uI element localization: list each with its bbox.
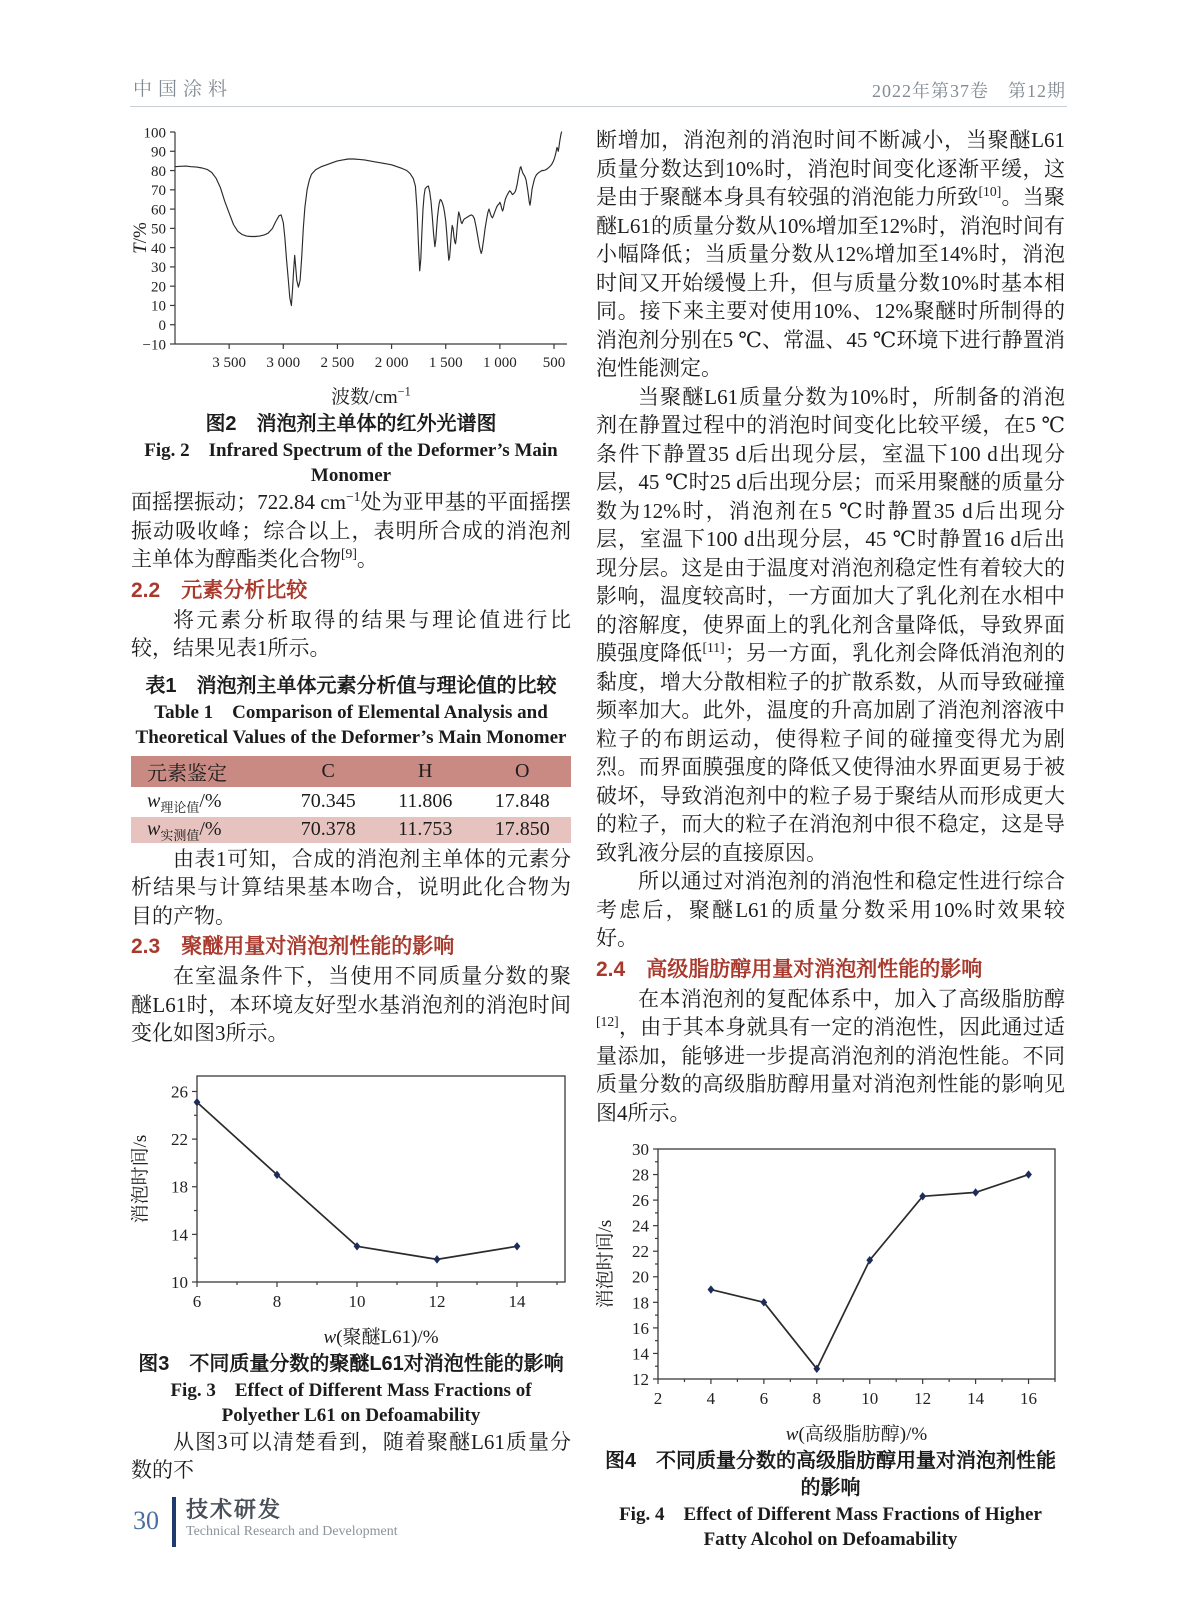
figure3-line-chart: [131, 1068, 571, 1349]
table1-title-en: Table 1 Comparison of Elemental Analysis and Theoretical Values of the Deformer’s Main Monomer: [135, 701, 567, 748]
paragraph-polyether-discussion: 断增加，消泡剂的消泡时间不断减小，当聚醚L61质量分数达到10%时，消泡时间变化逐渐平缓，这是由于聚醚本身具有较强的消泡能力所致[10]。当聚醚L61的质量分数从10%增加至12%时，消泡时间有小幅降低；当质量分数从12%增加至14%时，消泡时间又开始缓慢上升，但与质量分数10%时基本相同。接下来主要对使用10%、12%聚醚时所制得的消泡剂分别在5 ℃、常温、45 ℃环境下进行静置消泡性能测定。: [596, 128, 1066, 380]
paragraph-fatty-alcohol: 在本消泡剂的复配体系中，加入了高级脂肪醇[12]，由于其本身就具有一定的消泡性，因此通过适量添加，能够进一步提高消泡剂的消泡性能。不同质量分数的高级脂肪醇用量对消泡剂性能的影响见图4所示。: [596, 986, 1065, 1125]
svg-text:22: 22: [171, 1129, 188, 1149]
svg-text:1 500: 1 500: [428, 355, 463, 371]
svg-text:16: 16: [1020, 1389, 1038, 1408]
ir-spectrum-plot: [131, 126, 571, 387]
svg-text:90: 90: [151, 144, 166, 161]
header-divider: [130, 106, 1067, 107]
svg-text:0: 0: [158, 317, 166, 334]
svg-text:30: 30: [151, 260, 166, 277]
figure2-ir-spectrum-chart: [131, 126, 571, 409]
fig2-x-axis-label: 波数$/cm^{-1}$: [331, 384, 411, 408]
svg-text:28: 28: [632, 1165, 649, 1185]
svg-text:8: 8: [812, 1389, 822, 1408]
svg-text:12: 12: [632, 1369, 649, 1389]
svg-text:10: 10: [348, 1291, 366, 1311]
table-cell: 11.753: [377, 816, 473, 844]
svg-text:12: 12: [914, 1389, 932, 1408]
svg-text:20: 20: [151, 279, 166, 296]
svg-text:50: 50: [151, 221, 166, 238]
svg-text:70: 70: [151, 183, 166, 200]
fig3-plot: [131, 1068, 571, 1327]
svg-text:10: 10: [861, 1389, 879, 1408]
paragraph-stability: 当聚醚L61质量分数为10%时，所制备的消泡剂在静置过程中的消泡时间变化比较平缓，在5 ℃条件下静置35 d后出现分层，室温下100 d出现分层，45 ℃时25 d后出现分层；而采用聚醚的质量分数为12%时，消泡剂在5 ℃时静置35 d后出现分层，室温下100 d出现分层，45 ℃时静置16 d后出现分层。这是由于温度对消泡剂稳定性有着较大的影响，温度较高时，一方面加大了乳化剂在水相中的溶解度，使界面上的乳化剂含量降低，导致界面膜强度降低[11]；另一方面，乳化剂会降低消泡剂的黏度，增大分散相粒子的扩散系数，从而导致碰撞频率加大。此外，温度的升高加剧了消泡剂溶液中粒子的布朗运动，使得粒子间的碰撞变得尤为剧烈。而界面膜强度的降低又使得油水界面更易于被破坏，导致消泡剂中的粒子易于聚结从而形成更大的粒子，而大的粒子在消泡剂中很不稳定，这是导致乳液分层的直接原因。: [596, 384, 1066, 865]
table-cell: 17.848: [473, 788, 571, 816]
fig4-x-axis-label: w(高级脂肪醇)/%: [785, 1424, 928, 1445]
svg-text:500: 500: [542, 355, 566, 371]
svg-text:14: 14: [171, 1224, 188, 1244]
fig2-caption-cn: 图2 消泡剂主单体的红外光谱图: [205, 413, 497, 435]
svg-text:24: 24: [632, 1216, 649, 1236]
svg-text:60: 60: [151, 202, 166, 219]
svg-text:30: 30: [632, 1139, 649, 1159]
svg-text:10: 10: [171, 1272, 188, 1292]
svg-text:消泡时间/s: 消泡时间/s: [596, 1219, 616, 1309]
table-cell: 70.378: [279, 816, 377, 844]
fig3-caption-en: Fig. 3 Effect of Different Mass Fractions of Polyether L61 on Defoamability: [170, 1379, 532, 1426]
table-cell: 17.850: [473, 816, 571, 844]
svg-text:T/%: T/%: [131, 222, 151, 254]
svg-text:14: 14: [967, 1389, 985, 1408]
table-header-cell: O: [473, 756, 571, 788]
left-column: [131, 126, 571, 1485]
footer-divider-bar: [172, 1497, 176, 1547]
svg-text:8: 8: [272, 1291, 282, 1311]
figure4-line-chart: [596, 1139, 1065, 1446]
table1-title-cn: 表1 消泡剂主单体元素分析值与理论值的比较: [145, 674, 557, 697]
row-label: $w_{实测值}/\%$: [131, 816, 279, 844]
row-label: $w_{理论值}/\%$: [131, 788, 279, 816]
paragraph-continuation: 面摇摆振动；722.84 $cm^{-1}$处为亚甲基的平面摇摆振动吸收峰；综合以上，表明所合成的消泡剂主单体为醇酯类化合物[9]。: [131, 489, 572, 571]
svg-text:4: 4: [706, 1389, 716, 1408]
paragraph-elemental: 将元素分析取得的结果与理论值进行比较，结果见表1所示。: [131, 607, 571, 660]
paragraph-polyether: 在室温条件下，当使用不同质量分数的聚醚L61时，本环境友好型水基消泡剂的消泡时间变化如图3所示。: [131, 964, 571, 1045]
svg-text:3 000: 3 000: [266, 355, 301, 371]
svg-text:18: 18: [171, 1177, 188, 1197]
issue-info: 2022年第37卷 第12期: [872, 81, 1066, 101]
fig4-plot: [596, 1139, 1065, 1424]
section-heading-2-2: 2.2 元素分析比较: [131, 578, 308, 602]
table-row: [131, 816, 571, 844]
paragraph-table-result: 由表1可知，合成的消泡剂主单体的元素分析结果与计算结果基本吻合，说明此化合物为目的产物。: [131, 846, 571, 928]
table-row: [131, 788, 571, 816]
section-heading-2-4: 2.4 高级脂肪醇用量对消泡剂性能的影响: [596, 957, 983, 981]
svg-text:20: 20: [632, 1267, 649, 1287]
svg-text:14: 14: [632, 1344, 649, 1364]
svg-text:40: 40: [151, 240, 166, 257]
fig3-caption-cn: 图3 不同质量分数的聚醚L61对消泡性能的影响: [138, 1352, 564, 1375]
svg-text:消泡时间/s: 消泡时间/s: [131, 1134, 151, 1223]
table-header-cell: C: [279, 756, 377, 788]
fig4-caption-en: Fig. 4 Effect of Different Mass Fractions of Higher Fatty Alcohol on Defoamability: [619, 1504, 1042, 1550]
table-cell: 70.345: [279, 788, 377, 816]
svg-text:2: 2: [653, 1389, 663, 1408]
table1-elemental-analysis: [131, 756, 571, 845]
table-header-cell: 元素鉴定: [131, 756, 279, 788]
paragraph-conclusion-10pct: 所以通过对消泡剂的消泡性和稳定性进行综合考虑后，聚醚L61的质量分数采用10%时效果较好。: [596, 869, 1065, 950]
svg-text:2 000: 2 000: [374, 355, 409, 371]
svg-text:100: 100: [143, 126, 166, 142]
svg-text:26: 26: [171, 1081, 188, 1101]
svg-text:14: 14: [508, 1291, 526, 1311]
svg-text:12: 12: [428, 1291, 446, 1311]
table-header-row: [131, 756, 571, 788]
svg-text:6: 6: [759, 1389, 769, 1408]
paragraph-fig3-lead: 从图3可以清楚看到，随着聚醚L61质量分数的不: [131, 1429, 571, 1482]
table-header-cell: H: [377, 756, 473, 788]
svg-text:2 500: 2 500: [320, 355, 355, 371]
section-heading-2-3: 2.3 聚醚用量对消泡剂性能的影响: [131, 935, 455, 958]
footer-section-en: Technical Research and Development: [186, 1524, 398, 1539]
svg-text:1 000: 1 000: [482, 355, 517, 371]
svg-text:80: 80: [151, 163, 166, 180]
svg-text:16: 16: [632, 1318, 649, 1338]
svg-text:26: 26: [632, 1191, 649, 1211]
svg-text:−10: −10: [142, 337, 166, 354]
table-cell: 11.806: [377, 788, 473, 816]
svg-text:22: 22: [632, 1242, 649, 1262]
svg-text:3 500: 3 500: [212, 355, 247, 371]
right-column: [596, 126, 1065, 1552]
svg-text:6: 6: [192, 1291, 202, 1311]
journal-name: 中国涂料: [133, 79, 234, 100]
fig4-caption-cn: 图4 不同质量分数的高级脂肪醇用量对消泡剂性能的影响: [604, 1450, 1057, 1499]
svg-text:18: 18: [632, 1293, 649, 1313]
fig2-caption-en: Fig. 2 Infrared Spectrum of the Deformer’s Main Monomer: [144, 440, 558, 486]
svg-text:10: 10: [151, 298, 166, 315]
footer-section-cn: 技术研发: [186, 1497, 283, 1522]
fig3-x-axis-label: w(聚醚L61)/%: [323, 1326, 439, 1348]
page-number: 30: [133, 1506, 159, 1535]
